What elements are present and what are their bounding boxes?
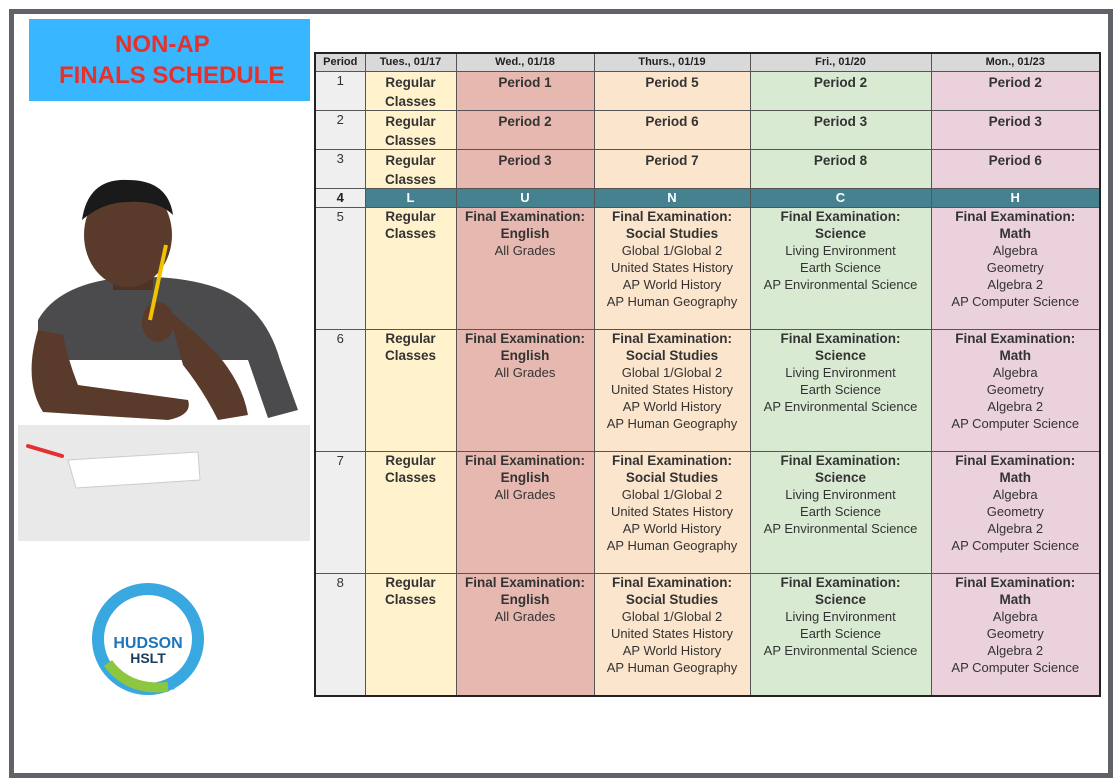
exam-subject: Algebra 2 — [987, 643, 1044, 658]
exam-subject: All Grades — [494, 609, 556, 624]
band-letter: N — [594, 189, 750, 208]
exam-heading: Final Examination: — [611, 575, 733, 590]
period-number: 6 — [315, 330, 365, 452]
exam-heading: Final Examination: — [464, 331, 586, 346]
exam-cell-friday — [750, 574, 931, 696]
exam-subject: AP Human Geography — [606, 660, 738, 675]
title-line-2: FINALS SCHEDULE — [59, 62, 285, 89]
exam-cell-monday — [931, 330, 1100, 452]
exam-heading: Social Studies — [625, 592, 719, 607]
exam-subject: Earth Science — [800, 382, 881, 397]
table-row — [315, 330, 1100, 452]
exam-heading: Regular — [385, 575, 436, 590]
exam-heading: Classes — [384, 348, 437, 363]
exam-heading: Final Examination: — [611, 453, 733, 468]
exam-subject: AP Environmental Science — [763, 521, 918, 536]
cell-text: Period 7 — [645, 153, 699, 168]
logo-text-hslt: HSLT — [130, 650, 166, 666]
cell-text: Classes — [384, 172, 437, 187]
exam-subject: Living Environment — [785, 243, 896, 258]
table-row — [315, 111, 1100, 150]
cell-text: Period 8 — [813, 153, 868, 168]
exam-subject: Global 1/Global 2 — [621, 243, 723, 258]
exam-subject: Algebra 2 — [987, 277, 1044, 292]
exam-subject: AP World History — [622, 277, 722, 292]
exam-heading: Final Examination: — [611, 331, 733, 346]
exam-subject: Living Environment — [785, 487, 896, 502]
exam-cell-friday — [750, 208, 931, 330]
exam-heading: Final Examination: — [780, 331, 901, 346]
exam-cell-thursday — [594, 208, 750, 330]
header-row — [315, 53, 1100, 72]
exam-subject: AP Computer Science — [951, 294, 1080, 309]
schedule-cell-tuesday — [365, 150, 456, 189]
table-row — [315, 208, 1100, 330]
band-letter: H — [931, 189, 1100, 208]
logo-text-hudson: HUDSON — [113, 635, 183, 652]
exam-cell-wednesday — [456, 452, 594, 574]
exam-heading: Science — [814, 226, 867, 241]
exam-cell-tuesday — [365, 574, 456, 696]
cell-text: Regular — [385, 153, 436, 168]
exam-cell-wednesday — [456, 574, 594, 696]
exam-heading: Classes — [384, 592, 437, 607]
exam-heading: Final Examination: — [955, 209, 1076, 224]
exam-subject: Living Environment — [785, 609, 896, 624]
exam-subject: Geometry — [986, 382, 1044, 397]
exam-heading: Regular — [385, 453, 436, 468]
exam-subject: AP Environmental Science — [763, 399, 918, 414]
exam-subject: Algebra 2 — [987, 521, 1044, 536]
schedule-cell-wednesday — [456, 72, 594, 111]
exam-subject: All Grades — [494, 365, 556, 380]
cell-text: Period 2 — [813, 75, 868, 90]
cell-text: Period 5 — [645, 75, 699, 90]
header-wednesday: Wed., 01/18 — [456, 53, 594, 72]
exam-subject: United States History — [610, 626, 734, 641]
period-number: 8 — [315, 574, 365, 696]
exam-subject: AP Human Geography — [606, 294, 738, 309]
exam-heading: Final Examination: — [611, 209, 733, 224]
exam-subject: Algebra — [992, 487, 1038, 502]
exam-subject: Algebra — [992, 609, 1038, 624]
schedule-cell-monday — [931, 72, 1100, 111]
exam-heading: Math — [999, 592, 1031, 607]
cell-text: Period 3 — [498, 153, 552, 168]
exam-subject: AP Computer Science — [951, 416, 1080, 431]
cell-text: Period 6 — [645, 114, 699, 129]
exam-heading: Final Examination: — [464, 209, 586, 224]
exam-heading: Final Examination: — [464, 453, 586, 468]
header-friday: Fri., 01/20 — [750, 53, 931, 72]
cell-text: Classes — [384, 133, 437, 148]
exam-subject: Earth Science — [800, 626, 881, 641]
period-number: 5 — [315, 208, 365, 330]
exam-subject: AP Environmental Science — [763, 277, 918, 292]
exam-cell-tuesday — [365, 452, 456, 574]
exam-heading: Final Examination: — [955, 453, 1076, 468]
exam-subject: Algebra — [992, 243, 1038, 258]
exam-heading: English — [500, 592, 550, 607]
exam-cell-wednesday — [456, 208, 594, 330]
period-number: 2 — [315, 111, 365, 150]
table-row — [315, 150, 1100, 189]
band-letter: C — [750, 189, 931, 208]
exam-heading: Regular — [385, 209, 436, 224]
exam-subject: Earth Science — [800, 260, 881, 275]
exam-heading: Classes — [384, 470, 437, 485]
band-letter: L — [365, 189, 456, 208]
exam-heading: Math — [999, 226, 1031, 241]
schedule-cell-thursday — [594, 111, 750, 150]
exam-cell-wednesday — [456, 330, 594, 452]
exam-heading: English — [500, 348, 550, 363]
exam-heading: Classes — [384, 226, 437, 241]
exam-subject: AP World History — [622, 399, 722, 414]
cell-text: Period 6 — [988, 153, 1042, 168]
exam-heading: Science — [814, 348, 867, 363]
period-number: 1 — [315, 72, 365, 111]
cell-text: Period 2 — [498, 114, 552, 129]
exam-subject: Living Environment — [785, 365, 896, 380]
exam-subject: Geometry — [986, 260, 1044, 275]
exam-heading: Final Examination: — [955, 575, 1076, 590]
exam-heading: Social Studies — [625, 470, 719, 485]
exam-subject: AP Human Geography — [606, 416, 738, 431]
period-number: 7 — [315, 452, 365, 574]
exam-cell-tuesday — [365, 330, 456, 452]
exam-subject: Geometry — [986, 626, 1044, 641]
exam-heading: Final Examination: — [955, 331, 1076, 346]
exam-subject: Algebra 2 — [987, 399, 1044, 414]
table-row — [315, 574, 1100, 696]
exam-subject: Earth Science — [800, 504, 881, 519]
desk — [18, 425, 310, 541]
cell-text: Regular — [385, 114, 436, 129]
letter-band-row — [315, 189, 1100, 208]
exam-subject: All Grades — [494, 487, 556, 502]
schedule-cell-tuesday — [365, 111, 456, 150]
table-row — [315, 72, 1100, 111]
exam-heading: Final Examination: — [780, 209, 901, 224]
schedule-title — [29, 19, 310, 101]
exam-cell-thursday — [594, 574, 750, 696]
period-number: 4 — [315, 189, 365, 208]
hudson-hslt-logo — [88, 583, 208, 699]
exam-subject: AP Environmental Science — [763, 643, 918, 658]
logo-arrows-icon: » — [166, 675, 178, 695]
cell-text: Period 1 — [498, 75, 552, 90]
logo-mark — [88, 583, 208, 699]
exam-heading: Social Studies — [625, 226, 719, 241]
exam-subject: Algebra — [992, 365, 1038, 380]
exam-heading: Final Examination: — [780, 453, 901, 468]
period-number: 3 — [315, 150, 365, 189]
exam-cell-monday — [931, 452, 1100, 574]
header-period: Period — [315, 53, 365, 72]
exam-cell-tuesday — [365, 208, 456, 330]
exam-heading: Math — [999, 470, 1031, 485]
exam-cell-thursday — [594, 452, 750, 574]
exam-subject: Geometry — [986, 504, 1044, 519]
exam-subject: AP Computer Science — [951, 660, 1080, 675]
band-letter: U — [456, 189, 594, 208]
cell-text: Period 2 — [988, 75, 1042, 90]
schedule-cell-friday — [750, 111, 931, 150]
exam-subject: AP Human Geography — [606, 538, 738, 553]
header-thursday: Thurs., 01/19 — [594, 53, 750, 72]
exam-subject: AP World History — [622, 521, 722, 536]
cell-text: Regular — [385, 75, 436, 90]
exam-subject: Global 1/Global 2 — [621, 609, 723, 624]
schedule-cell-monday — [931, 150, 1100, 189]
schedule-cell-monday — [931, 111, 1100, 150]
hand — [142, 302, 174, 342]
exam-subject: United States History — [610, 504, 734, 519]
student-illustration — [18, 150, 310, 541]
cell-text: Classes — [384, 94, 437, 109]
exam-cell-friday — [750, 452, 931, 574]
exam-cell-monday — [931, 574, 1100, 696]
exam-subject: United States History — [610, 260, 734, 275]
exam-cell-monday — [931, 208, 1100, 330]
cell-text: Period 3 — [988, 114, 1042, 129]
exam-heading: Final Examination: — [464, 575, 586, 590]
table-row — [315, 452, 1100, 574]
exam-heading: Science — [814, 470, 867, 485]
exam-cell-thursday — [594, 330, 750, 452]
finals-schedule-table — [314, 52, 1101, 697]
cell-text: Period 3 — [813, 114, 868, 129]
schedule-cell-tuesday — [365, 72, 456, 111]
exam-heading: Final Examination: — [780, 575, 901, 590]
exam-subject: All Grades — [494, 243, 556, 258]
student-photo — [18, 150, 310, 541]
header-tuesday: Tues., 01/17 — [365, 53, 456, 72]
exam-cell-friday — [750, 330, 931, 452]
exam-heading: English — [500, 226, 550, 241]
exam-subject: Global 1/Global 2 — [621, 487, 723, 502]
exam-heading: Science — [814, 592, 867, 607]
schedule-cell-friday — [750, 72, 931, 111]
exam-subject: AP World History — [622, 643, 722, 658]
header-monday: Mon., 01/23 — [931, 53, 1100, 72]
exam-subject: AP Computer Science — [951, 538, 1080, 553]
exam-subject: United States History — [610, 382, 734, 397]
schedule-cell-wednesday — [456, 111, 594, 150]
title-line-1: NON-AP — [115, 31, 210, 58]
exam-heading: Regular — [385, 331, 436, 346]
schedule-cell-thursday — [594, 150, 750, 189]
schedule-cell-thursday — [594, 72, 750, 111]
exam-heading: English — [500, 470, 550, 485]
exam-heading: Math — [999, 348, 1031, 363]
exam-subject: Global 1/Global 2 — [621, 365, 723, 380]
exam-heading: Social Studies — [625, 348, 719, 363]
schedule-cell-friday — [750, 150, 931, 189]
schedule-cell-wednesday — [456, 150, 594, 189]
